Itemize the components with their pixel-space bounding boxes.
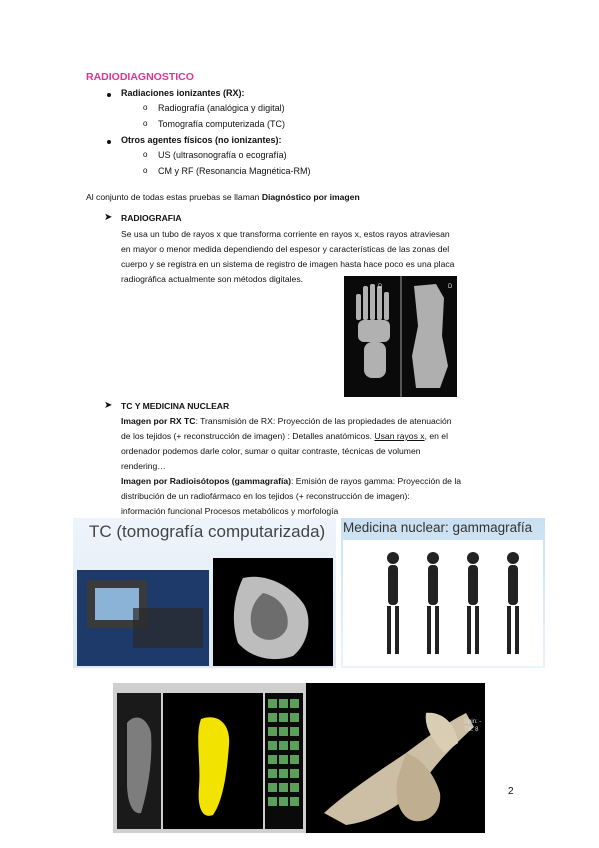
tc-line: ordenador podemos darle color, sumar o quitar contraste, técnicas de volumen (121, 446, 421, 456)
tc-line: de los tejidos (+ reconstrucción de imagen) : Detalles anatómicos. Usan rayos x, en el (121, 431, 448, 441)
radiografia-line: cuerpo y se registra en un sistema de registro de imagen hasta hace poco es una placa (121, 259, 455, 269)
radiografia-line: Se usa un tubo de rayos x que transforma corriente en rayos x, estos rayos atraviesan (121, 229, 450, 239)
bullet-icon (107, 93, 111, 97)
tc-line: Imagen por RX TC: Transmisión de RX: Proyección de las propiedades de atenuación (121, 416, 452, 426)
list-otros-item: US (ultrasonografía o ecografía) (158, 150, 287, 160)
render-label: Spin: - (464, 719, 482, 725)
list-rx-item: Tomografía computerizada (TC) (158, 119, 286, 129)
foot-3d-render-image (306, 683, 485, 833)
radiografia-line: radiográfica actualmente son métodos digitales. (121, 274, 304, 284)
gammagrafia-image (341, 518, 545, 668)
render-label: Tilt: 8 (464, 727, 479, 733)
tc-image-title: TC (tomografía computarizada) (89, 522, 326, 541)
foot-xray-image (344, 276, 457, 397)
arrow-bullet-icon: ➤ (104, 212, 113, 223)
list-otros-label: Otros agentes físicos (no ionizantes): (121, 135, 282, 145)
radiografia-title: RADIOGRAFIA (121, 213, 182, 223)
conjunto-line: Al conjunto de todas estas pruebas se llaman Diagnóstico por imagen (86, 192, 360, 202)
svg-text:D: D (378, 284, 383, 290)
circle-bullet-icon: o (143, 103, 148, 112)
arrow-bullet-icon: ➤ (104, 400, 113, 411)
bullet-icon (107, 140, 111, 144)
radiografia-line: en mayor o menor medida dependiendo del espesor y características de las zonas del (121, 244, 450, 254)
circle-bullet-icon: o (143, 119, 148, 128)
tc-line: rendering… (121, 461, 166, 471)
svg-text:D: D (448, 284, 453, 290)
list-rx-label: Radiaciones ionizantes (RX): (121, 88, 245, 98)
circle-bullet-icon: o (143, 166, 148, 175)
mn-line: distribución de un radiofármaco en los tejidos (+ reconstrucción de imagen): (121, 491, 410, 501)
mn-line: Imagen por Radioisótopos (gammagrafía): Emisión de rayos gamma: Proyección de la (121, 476, 462, 486)
mn-line: información funcional Procesos metabólicos y morfología (121, 506, 339, 516)
gammagrafia-image-title: Medicina nuclear: gammagrafía (343, 520, 533, 535)
page-number: 2 (508, 786, 514, 797)
section-heading: RADIODIAGNOSTICO (86, 71, 194, 83)
circle-bullet-icon: o (143, 150, 148, 159)
tc-title: TC Y MEDICINA NUCLEAR (121, 401, 230, 411)
tc-image (73, 518, 336, 668)
list-rx-item: Radiografía (analógica y digital) (158, 103, 285, 113)
software-3d-image (113, 683, 306, 833)
list-otros-item: CM y RF (Resonancia Magnética-RM) (158, 166, 311, 176)
